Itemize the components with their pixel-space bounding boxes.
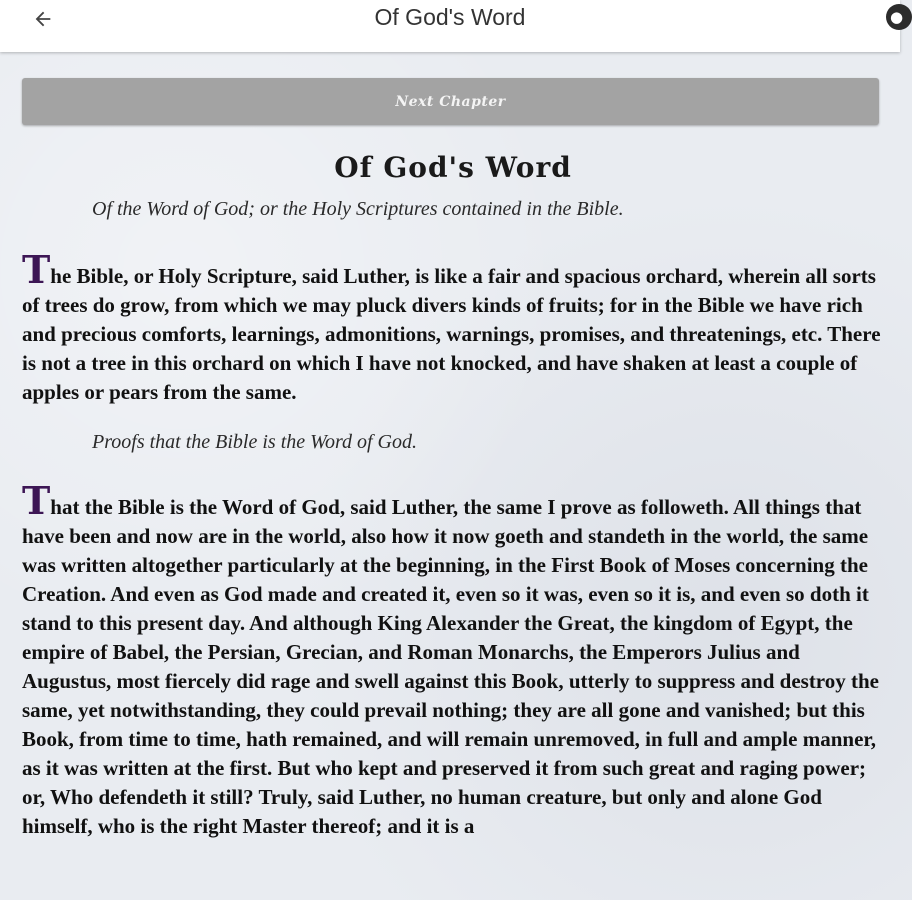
app-bar-title: Of God's Word (374, 4, 526, 30)
drop-cap: T (22, 247, 51, 292)
paragraph-1 (22, 247, 884, 407)
paragraph-2-text: hat the Bible is the Word of God, said Luther, the same I prove as followeth. All things that have been and now are in the world, also how it now goeth and standeth in the world, the same was written altogether particularly at the beginning, in the First Book of Moses concerning the Creation. And even as God made and created it, even so it was, even so it is, and even so doth it stand to this present day. And although King Alexander the Great, the kingdom of Egypt, the empire of Babel, the Persian, Grecian, and Roman Monarchs, the Emperors Julius and Augustus, most fiercely did rage and swell against this Book, utterly to suppress and destroy the same, yet notwithstanding, they could prevail nothing; they are all gone and vanished; but this Book, from time to time, hath remained, and will remain unremoved, in full and ample manner, as it was written at the first. But who kept and preserved it from such great and raging power; or, Who defendeth it still? Truly, said Luther, no human creature, but only and alone God himself, who is the right Master thereof; and it is a (22, 495, 879, 838)
app-bar (0, 0, 904, 52)
drop-cap: T (22, 478, 51, 523)
chapter-content (22, 146, 884, 841)
section-heading: Proofs that the Bible is the Word of God. (92, 431, 417, 453)
paragraph-2 (22, 478, 884, 841)
chapter-subtitle: Of the Word of God; or the Holy Scriptures contained in the Bible. (92, 198, 624, 220)
chapter-title: Of God's Word (334, 151, 572, 184)
menu-icon[interactable]: ● (886, 4, 912, 30)
next-chapter-button[interactable]: Next Chapter (22, 78, 879, 125)
paragraph-1-text: he Bible, or Holy Scripture, said Luther, is like a fair and spacious orchard, wherein all sorts of trees do grow, from which we may pluck divers kinds of fruits; for in the Bible we have rich and precious comforts, learnings, admonitions, warnings, promises, and threatenings, etc. There is not a tree in this orchard on which I have not knocked, and have shaken at least a couple of apples or pears from the same. (22, 264, 881, 404)
